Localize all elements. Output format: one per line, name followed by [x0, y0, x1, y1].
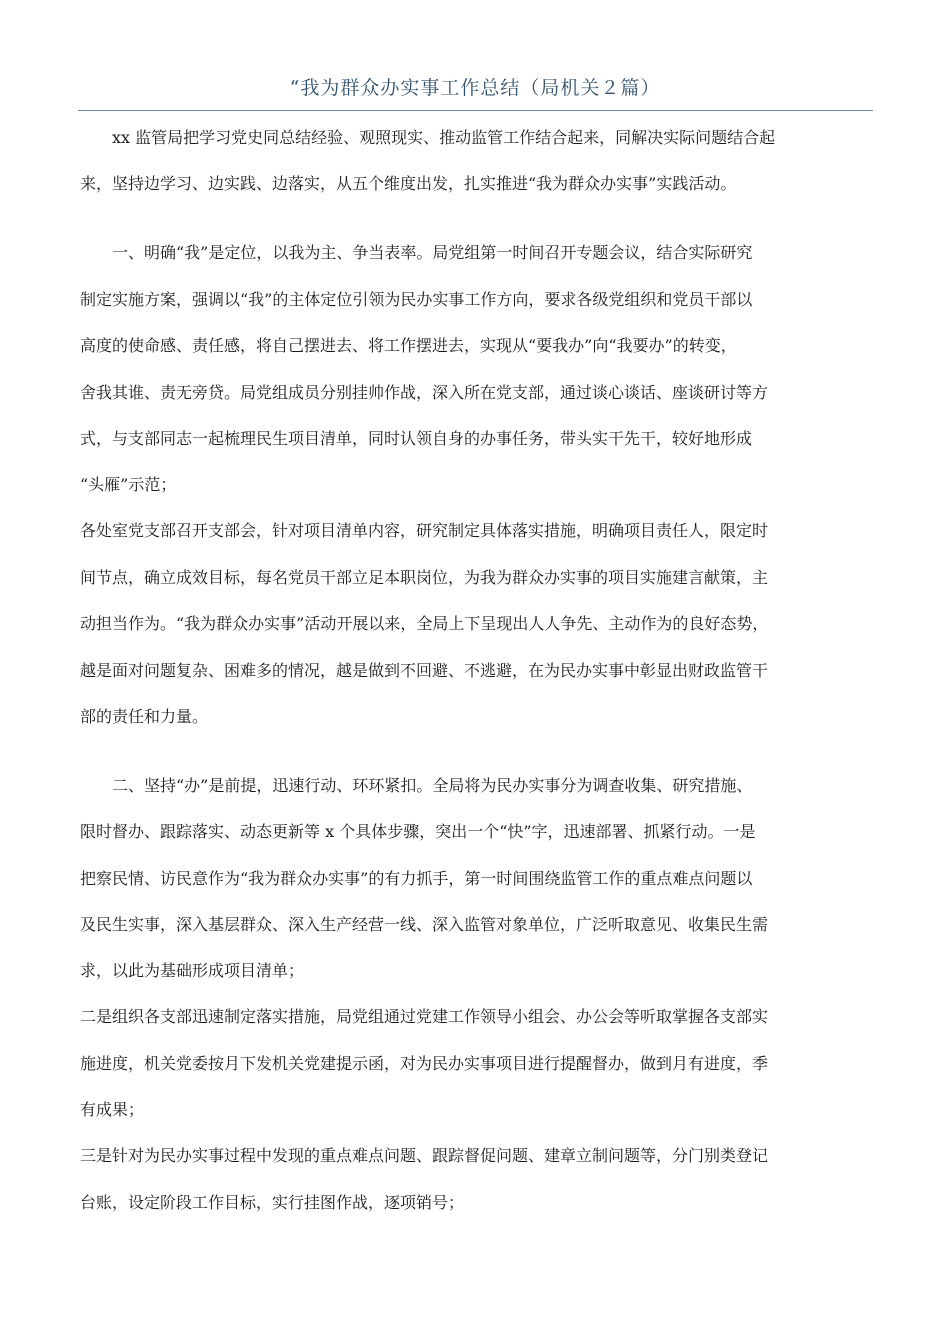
document-title: “我为群众办实事工作总结（局机关２篇）: [289, 77, 661, 99]
paragraph-item-three: [80, 1144, 870, 1213]
text-line: 舍我其谁、责无旁贷。局党组成员分别挂帅作战，深入所在党支部，通过谈心谈话、座谈研讨等方: [80, 382, 769, 402]
text-line: 一、明确“我”是定位，以我为主、争当表率。局党组第一时间召开专题会议，结合实际研究: [80, 243, 753, 263]
text-line: 二是组织各支部迅速制定落实措施，局党组通过党建工作领导小组会、办公会等听取掌握各支部实: [80, 1007, 769, 1027]
text-line: 及民生实事，深入基层群众、深入生产经营一线、深入监管对象单位，广泛听取意见、收集民生需: [80, 915, 769, 935]
text-line: 有成果；: [80, 1100, 145, 1120]
text-line: 把察民情、访民意作为“我为群众办实事”的有力抓手，第一时间围绕监管工作的重点难点问题以: [80, 868, 753, 888]
paragraph-section-one: [80, 241, 870, 496]
text-line: 间节点，确立成效目标，每名党员干部立足本职岗位，为我为群众办实事的项目实施建言献策，主: [80, 567, 769, 587]
text-line: 求，以此为基础形成项目清单；: [80, 961, 305, 981]
paragraph-item-two: [80, 1005, 870, 1121]
text-line: 各处室党支部召开支部会，针对项目清单内容，研究制定具体落实措施，明确项目责任人，限定时: [80, 521, 769, 541]
text-line: 越是面对问题复杂、困难多的情况，越是做到不回避、不逃避，在为民办实事中彰显出财政监管干: [80, 660, 769, 680]
text-line: “头雁”示范；: [80, 475, 177, 495]
text-line: 制定实施方案，强调以“我”的主体定位引领为民办实事工作方向，要求各级党组织和党员干部以: [80, 289, 753, 309]
text-line: 限时督办、跟踪落实、动态更新等 x 个具体步骤，突出一个“快”字，迅速部署、抓紧行动。一是: [80, 822, 756, 842]
text-line: 高度的使命感、责任感，将自己摆进去、将工作摆进去，实现从“要我办”向“我要办”的转变，: [80, 336, 737, 356]
paragraph-branch-meetings: [80, 519, 870, 728]
text-line: 三是针对为民办实事过程中发现的重点难点问题、跟踪督促问题、建章立制问题等，分门别类登记: [80, 1146, 769, 1166]
title-divider: [78, 110, 873, 111]
text-line: 施进度，机关党委按月下发机关党建提示函，对为民办实事项目进行提醒督办，做到月有进度，季: [80, 1053, 769, 1073]
text-line: 动担当作为。“我为群众办实事”活动开展以来，全局上下呈现出人人争先、主动作为的良好态势，: [80, 614, 769, 634]
paragraph-intro: [80, 126, 870, 195]
paragraph-section-two: [80, 774, 870, 983]
text-line: 来，坚持边学习、边实践、边落实，从五个维度出发，扎实推进“我为群众办实事”实践活动。: [80, 174, 737, 194]
text-line: xx 监管局把学习党史同总结经验、观照现实、推动监管工作结合起来，同解决实际问题结合起: [80, 128, 776, 147]
text-line: 二、坚持“办”是前提，迅速行动、环环紧扣。全局将为民办实事分为调查收集、研究措施、: [80, 775, 753, 795]
text-line: 式，与支部同志一起梳理民生项目清单，同时认领自身的办事任务，带头实干先干，较好地形成: [80, 428, 753, 448]
text-line: 部的责任和力量。: [80, 706, 209, 726]
document-body: [80, 126, 870, 1214]
text-line: 台账，设定阶段工作目标，实行挂图作战，逐项销号；: [80, 1192, 465, 1212]
